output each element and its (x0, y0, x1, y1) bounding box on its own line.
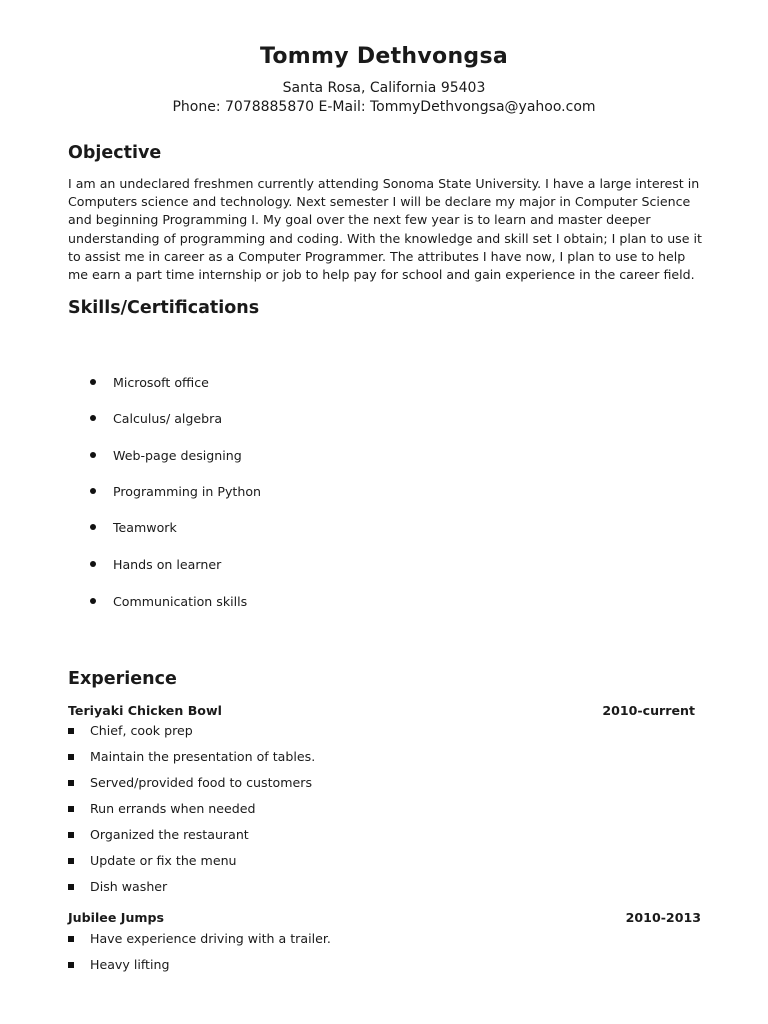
job-dates: 2010-current (602, 703, 695, 718)
skill-label: Teamwork (113, 520, 177, 535)
square-bullet-icon (68, 936, 74, 942)
bullet-icon (90, 452, 96, 458)
bullet-icon (90, 415, 96, 421)
square-bullet-icon (68, 832, 74, 838)
objective-line: understanding of programming and coding. With the knowledge and skill set I obtain; I plan to use it (68, 230, 702, 246)
skill-label: Programming in Python (113, 484, 262, 499)
duty-label: Organized the restaurant (90, 827, 249, 842)
objective-paragraph (68, 175, 704, 284)
duty-label: Dish washer (90, 879, 168, 894)
duty-label: Heavy lifting (90, 957, 170, 972)
candidate-name: Tommy Dethvongsa (259, 44, 508, 69)
duty-label: Served/provided food to customers (90, 775, 313, 790)
skill-label: Calculus/ algebra (113, 411, 223, 426)
candidate-address: Santa Rosa, California 95403 (282, 80, 486, 96)
contact-line: Phone: 7078885870 E-Mail: TommyDethvongsa@yahoo.com (172, 99, 596, 115)
objective-line: and beginning Programming I. My goal over the next few year is to learn and master deeper (68, 212, 651, 228)
square-bullet-icon (68, 962, 74, 968)
duty-label: Run errands when needed (90, 801, 256, 816)
skill-label: Web-page designing (113, 448, 242, 463)
bullet-icon (90, 379, 96, 385)
objective-heading: Objective (68, 143, 162, 163)
job-title: Teriyaki Chicken Bowl (68, 703, 222, 718)
square-bullet-icon (68, 728, 74, 734)
duty-label: Update or fix the menu (90, 853, 237, 868)
square-bullet-icon (68, 806, 74, 812)
skill-label: Communication skills (113, 594, 248, 609)
duty-label: Have experience driving with a trailer. (90, 931, 331, 946)
objective-line: I am an undeclared freshmen currently attending Sonoma State University. I have a large interest in (68, 176, 700, 191)
experience-heading: Experience (68, 669, 177, 689)
job-dates: 2010-2013 (625, 910, 701, 925)
skill-label: Hands on learner (113, 557, 222, 572)
objective-line: to assist me in career as a Computer Programmer. The attributes I have now, I plan to use to help (68, 248, 686, 264)
square-bullet-icon (68, 884, 74, 890)
square-bullet-icon (68, 858, 74, 864)
objective-line: me earn a part time internship or job to help pay for school and gain experience in the career field. (68, 267, 695, 283)
bullet-icon (90, 524, 96, 530)
skills-heading: Skills/Certifications (68, 298, 260, 318)
skill-label: Microsoft office (113, 375, 209, 390)
job-title: Jubilee Jumps (68, 910, 165, 925)
objective-line: Computers science and technology. Next semester I will be declare my major in Computer Science (68, 194, 691, 210)
bullet-icon (90, 561, 96, 567)
bullet-icon (90, 598, 96, 604)
square-bullet-icon (68, 780, 74, 786)
bullet-icon (90, 488, 96, 494)
square-bullet-icon (68, 754, 74, 760)
candidate-contact (0, 99, 768, 115)
duty-label: Chief, cook prep (90, 723, 193, 738)
duty-label: Maintain the presentation of tables. (90, 749, 316, 764)
